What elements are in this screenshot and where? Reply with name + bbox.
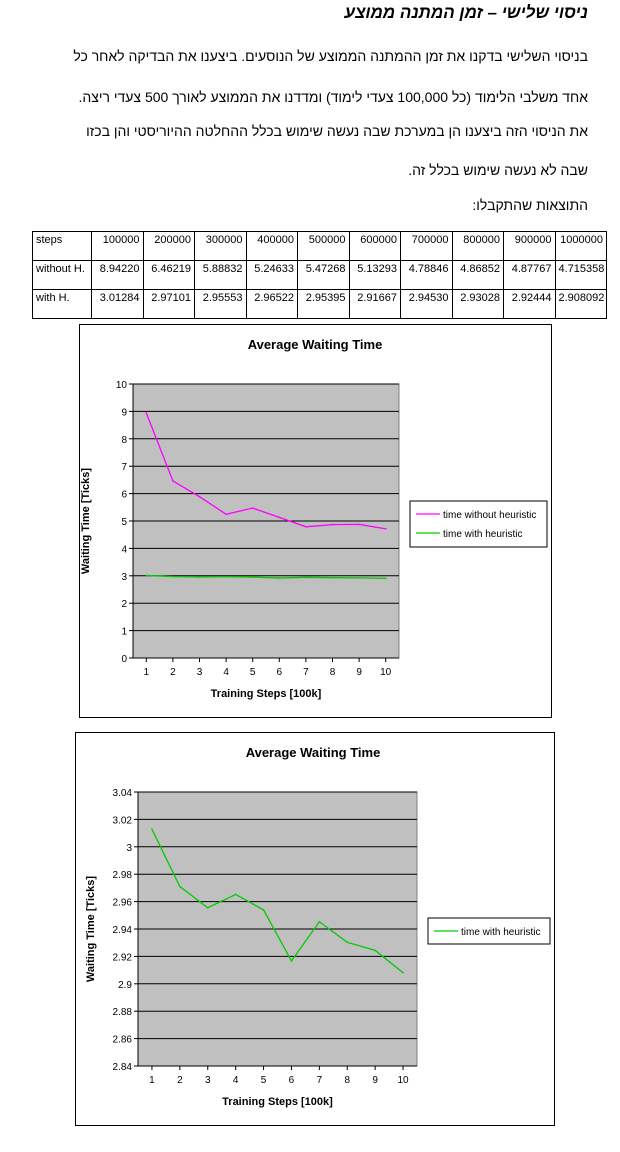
data-point — [252, 576, 254, 578]
legend-label: time without heuristic — [443, 510, 537, 521]
table-cell: 4.715358 — [555, 261, 607, 290]
x-axis-label: Training Steps [100k] — [222, 1096, 333, 1108]
data-point — [151, 828, 153, 830]
x-tick-label: 7 — [303, 667, 309, 678]
table-cell: 3.01284 — [92, 290, 144, 319]
table-row-header: without H. — [33, 261, 92, 290]
data-point — [374, 950, 376, 952]
y-tick-label: 3.02 — [112, 815, 132, 827]
data-point — [225, 513, 227, 515]
y-tick-label: 5 — [121, 517, 127, 528]
data-point — [305, 526, 307, 528]
y-tick-label: 2.98 — [112, 870, 132, 882]
table-cell: 6.46219 — [143, 261, 195, 290]
legend-box — [410, 501, 547, 547]
data-point — [319, 921, 321, 923]
table-cell: 700000 — [401, 232, 453, 261]
data-point — [225, 576, 227, 578]
x-tick-label: 1 — [149, 1075, 155, 1086]
chart-1-frame — [79, 324, 552, 718]
y-tick-label: 8 — [121, 434, 127, 446]
x-tick-label: 8 — [344, 1075, 351, 1086]
table-cell: 2.97101 — [143, 290, 195, 319]
y-tick-label: 2.9 — [118, 979, 132, 991]
paragraph-line-2: אחד משלבי הלימוד (כל 100,000 צעדי לימוד) ומדדנו את הממוצע לאורך 500 צעדי ריצה. — [78, 89, 588, 105]
x-tick-label: 7 — [316, 1075, 323, 1086]
table-cell: 2.94530 — [401, 290, 453, 319]
table-cell: 800000 — [452, 232, 504, 261]
y-tick-label: 2.96 — [112, 897, 132, 909]
x-tick-label: 9 — [356, 667, 362, 678]
x-tick-label: 6 — [288, 1075, 295, 1086]
table-cell: 2.908092 — [555, 290, 607, 319]
results-intro: התוצאות שהתקבלו: — [472, 197, 588, 213]
table-cell: 2.91667 — [349, 290, 401, 319]
y-tick-label: 3.04 — [112, 788, 132, 799]
x-tick-label: 4 — [232, 1075, 239, 1086]
y-tick-label: 2 — [121, 599, 127, 611]
table-cell: 2.96522 — [246, 290, 298, 319]
y-tick-label: 2.88 — [112, 1007, 132, 1019]
data-point — [207, 907, 209, 909]
table-cell: 900000 — [504, 232, 556, 261]
table-cell: 5.47268 — [298, 261, 350, 290]
legend-label: time with heuristic — [443, 529, 523, 540]
paragraph-line-1: בניסוי השלישי בדקנו את זמן ההמתנה הממוצע של הנוסעים. ביצענו את הבדיקה לאחר כל — [73, 48, 588, 64]
y-axis-label: Waiting Time [Ticks] — [85, 875, 97, 983]
data-point — [179, 886, 181, 888]
x-axis-label: Training Steps [100k] — [210, 688, 322, 700]
table-cell: 400000 — [246, 232, 298, 261]
table-cell: 200000 — [143, 232, 195, 261]
y-tick-label: 0 — [121, 654, 127, 665]
x-tick-label: 3 — [204, 1075, 211, 1086]
data-point — [402, 972, 404, 974]
x-tick-label: 10 — [380, 667, 392, 678]
y-tick-label: 7 — [121, 462, 127, 474]
table-cell: 2.95395 — [298, 290, 350, 319]
table-cell: 300000 — [195, 232, 247, 261]
y-tick-label: 3 — [126, 842, 132, 854]
data-point — [146, 575, 148, 577]
data-point — [235, 894, 237, 896]
data-point — [358, 577, 360, 579]
data-point — [263, 909, 265, 911]
y-tick-label: 2.94 — [112, 925, 132, 936]
x-tick-label: 3 — [196, 667, 203, 678]
legend-label: time with heuristic — [461, 927, 541, 938]
data-point — [199, 496, 201, 498]
table-row-header: with H. — [33, 290, 92, 319]
data-point — [385, 578, 387, 580]
data-point — [279, 577, 281, 579]
y-tick-label: 2.92 — [112, 952, 132, 964]
x-tick-label: 2 — [170, 667, 176, 678]
table-cell: 1000000 — [555, 232, 607, 261]
table-cell: 2.95553 — [195, 290, 247, 319]
table-cell: 5.24633 — [246, 261, 298, 290]
table-cell: 600000 — [349, 232, 401, 261]
data-point — [279, 517, 281, 519]
x-tick-label: 9 — [372, 1075, 378, 1086]
data-point — [346, 942, 348, 944]
x-tick-label: 4 — [223, 667, 229, 678]
results-table — [32, 231, 607, 319]
y-tick-label: 9 — [121, 407, 127, 419]
chart-2 — [76, 733, 554, 1125]
table-cell: 2.93028 — [452, 290, 504, 319]
table-row-steps — [33, 232, 607, 261]
data-point — [332, 577, 334, 579]
table-row-header: steps — [33, 232, 92, 261]
data-point — [146, 412, 148, 414]
page-title: ניסוי שלישי – זמן המתנה ממוצע — [344, 3, 588, 22]
data-point — [332, 524, 334, 526]
chart-2-frame — [75, 732, 555, 1126]
y-tick-label: 10 — [115, 380, 127, 391]
paragraph-line-3: את הניסוי הזה ביצענו הן במערכת שבה נעשה שימוש בכלל ההחלטה ההיוריסטי והן בכזו — [86, 123, 588, 139]
x-tick-label: 2 — [177, 1075, 183, 1086]
chart-1 — [80, 325, 551, 717]
data-point — [199, 576, 201, 578]
x-tick-label: 6 — [276, 667, 283, 678]
data-point — [252, 507, 254, 509]
table-row-without-h — [33, 261, 607, 290]
y-tick-label: 4 — [121, 544, 127, 556]
table-cell: 4.87767 — [504, 261, 556, 290]
data-point — [358, 524, 360, 526]
data-point — [305, 576, 307, 578]
table-cell: 4.78846 — [401, 261, 453, 290]
table-cell: 5.88832 — [195, 261, 247, 290]
x-tick-label: 8 — [329, 667, 336, 678]
y-tick-label: 1 — [121, 626, 127, 638]
chart-title: Average Waiting Time — [247, 337, 383, 352]
table-cell: 4.86852 — [452, 261, 504, 290]
x-tick-label: 1 — [143, 667, 150, 678]
x-tick-label: 5 — [260, 1075, 267, 1086]
x-tick-label: 10 — [397, 1075, 409, 1086]
data-point — [385, 528, 387, 530]
table-cell: 2.92444 — [504, 290, 556, 319]
table-row-with-h — [33, 290, 607, 319]
chart-title: Average Waiting Time — [245, 745, 381, 760]
data-point — [172, 576, 174, 578]
y-tick-label: 6 — [121, 489, 127, 501]
table-cell: 500000 — [298, 232, 350, 261]
data-point — [291, 960, 293, 962]
y-axis-label: Waiting Time [Ticks] — [80, 467, 92, 575]
x-tick-label: 5 — [249, 667, 256, 678]
data-point — [172, 480, 174, 482]
paragraph-line-4: שבה לא נעשה שימוש בכלל זה. — [408, 162, 588, 178]
table-cell: 5.13293 — [349, 261, 401, 290]
y-tick-label: 2.86 — [112, 1034, 132, 1046]
y-tick-label: 2.84 — [112, 1062, 132, 1073]
y-tick-label: 3 — [121, 571, 127, 583]
table-cell: 100000 — [92, 232, 144, 261]
table-cell: 8.94220 — [92, 261, 144, 290]
